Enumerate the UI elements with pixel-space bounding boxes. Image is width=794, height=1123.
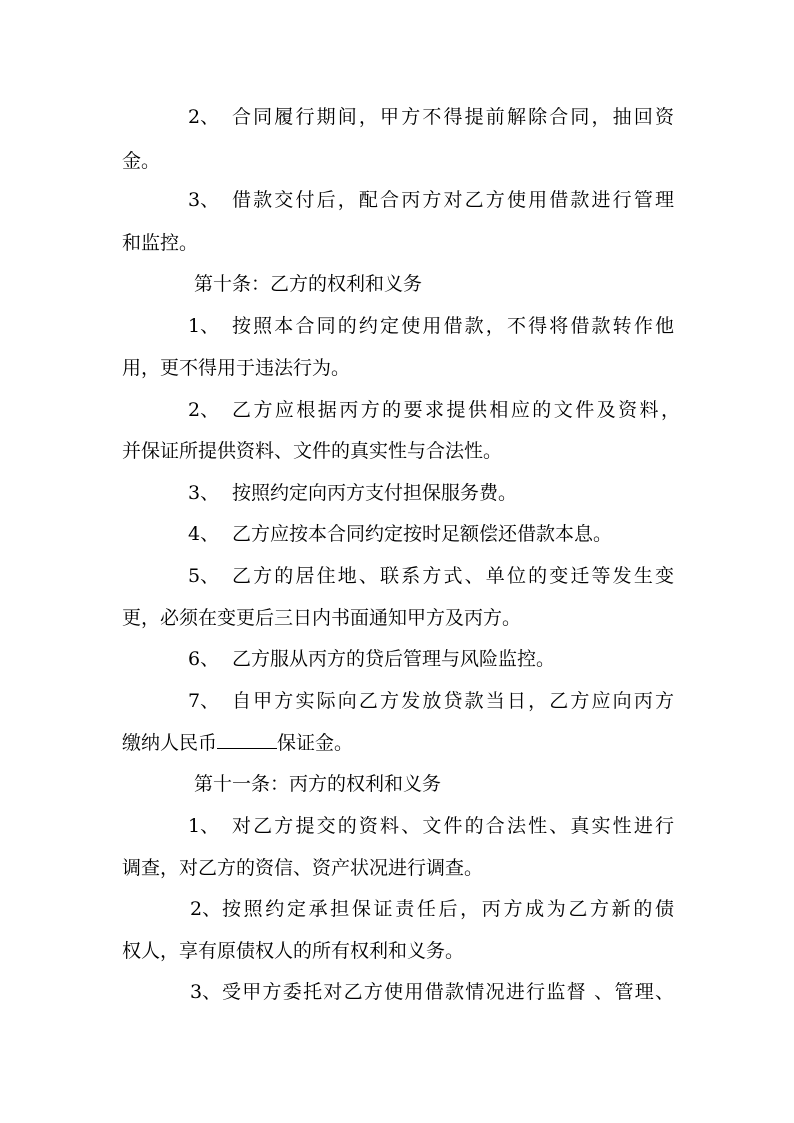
paragraph-line: 受甲方委托对乙方使用借款情况进行监督 、管理、 <box>222 981 674 1003</box>
paragraph-line: 并保证所提供资料、文件的真实性与合法性。 <box>122 440 503 462</box>
item-number: 6、 <box>188 648 220 670</box>
paragraph-line: 金。 <box>122 150 161 172</box>
section-heading: 第十条：乙方的权利和义务 <box>194 273 423 295</box>
paragraph-line: 更，必须在变更后三日内书面通知甲方及丙方。 <box>122 607 522 629</box>
item-number: 3、 <box>188 482 220 504</box>
paragraph-line <box>122 729 353 757</box>
paragraph-line: 对乙方提交的资料、文件的合法性、真实性进行 <box>232 815 674 837</box>
paragraph-line: 权人，享有原债权人的所有权利和义务。 <box>122 940 465 962</box>
paragraph-line: 按照本合同的约定使用借款，不得将借款转作他 <box>232 315 674 337</box>
paragraph-text: 保证金。 <box>277 732 354 754</box>
fill-in-blank <box>217 730 277 749</box>
paragraph-line: 自甲方实际向乙方发放贷款当日，乙方应向丙方 <box>232 690 674 712</box>
paragraph-line: 合同履行期间，甲方不得提前解除合同，抽回资 <box>232 106 674 128</box>
paragraph-line: 乙方应根据丙方的要求提供相应的文件及资料， <box>232 399 680 421</box>
paragraph-line: 乙方的居住地、联系方式、单位的变迁等发生变 <box>232 565 674 587</box>
item-number: 3、 <box>188 189 220 211</box>
paragraph-text: 缴纳人民币 <box>122 732 218 754</box>
paragraph-line: 按照约定向丙方支付担保服务费。 <box>232 482 518 504</box>
item-number: 2、 <box>188 399 220 421</box>
item-number: 7、 <box>188 690 220 712</box>
item-number: 5、 <box>188 565 220 587</box>
paragraph-line: 借款交付后，配合丙方对乙方使用借款进行管理 <box>232 189 674 211</box>
item-number: 1、 <box>188 815 220 837</box>
item-number: 1、 <box>188 315 220 337</box>
paragraph-line: 乙方服从丙方的贷后管理与风险监控。 <box>232 648 556 670</box>
item-number: 2、 <box>188 106 220 128</box>
paragraph-line: 按照约定承担保证责任后，丙方成为乙方新的债 <box>222 898 674 920</box>
item-number: 2、 <box>190 898 222 920</box>
item-number: 3、 <box>190 981 222 1003</box>
paragraph-line: 用，更不得用于违法行为。 <box>122 357 351 379</box>
paragraph-line: 调查，对乙方的资信、资产状况进行调查。 <box>122 857 484 879</box>
paragraph-line: 乙方应按本合同约定按时足额偿还借款本息。 <box>232 523 613 545</box>
item-number: 4、 <box>188 523 220 545</box>
paragraph-line: 和监控。 <box>122 232 199 254</box>
section-heading: 第十一条：丙方的权利和义务 <box>194 773 442 795</box>
